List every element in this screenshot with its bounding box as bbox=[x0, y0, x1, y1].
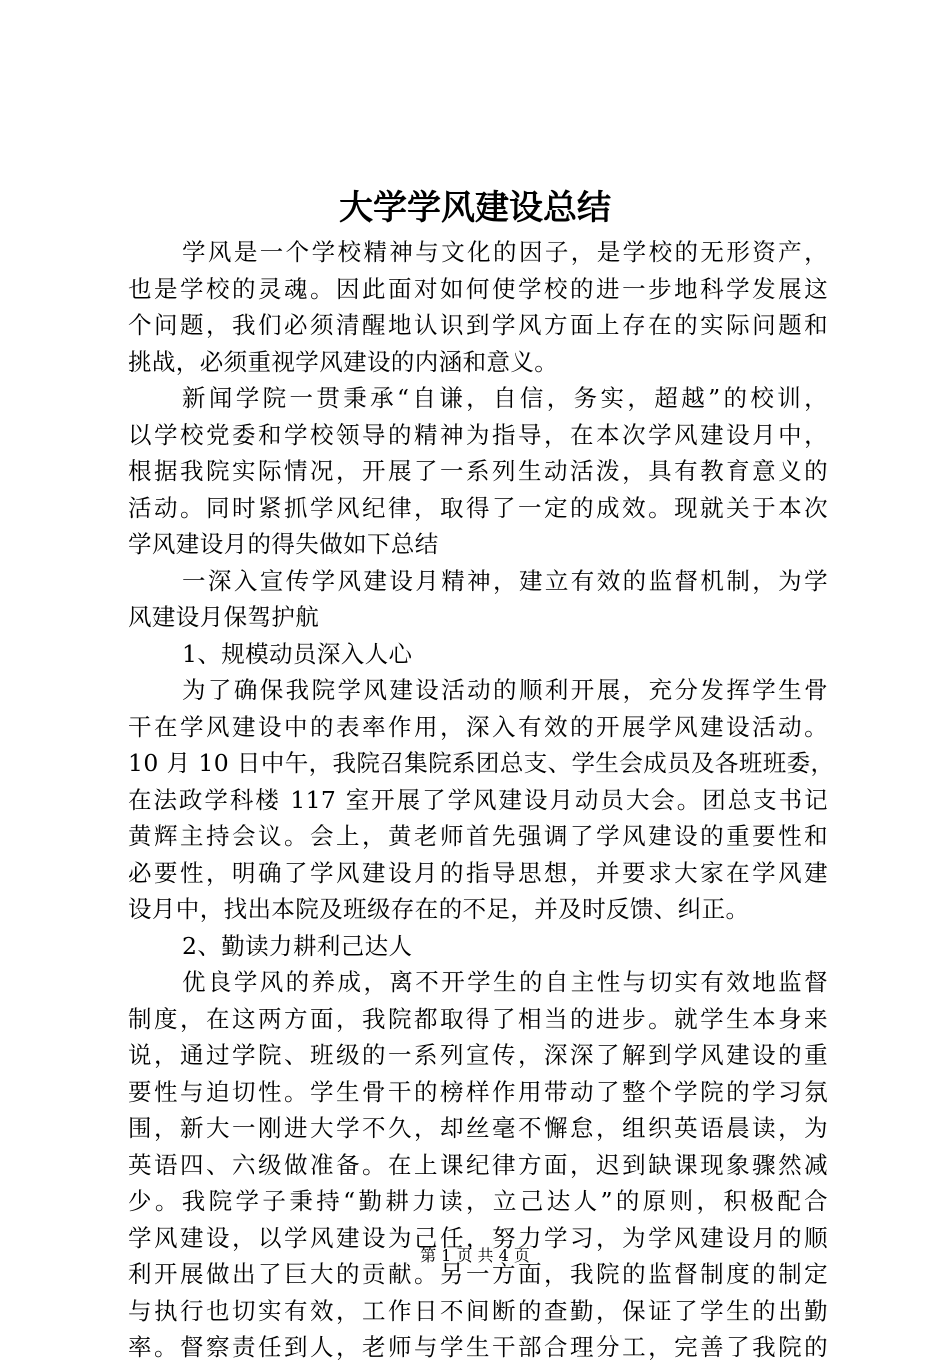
text-line: 干在学风建设中的表率作用，深入有效的开展学风建设活动。 bbox=[128, 712, 828, 741]
text-line: 设月中，找出本院及班级存在的不足，并及时反馈、纠正。 bbox=[128, 895, 750, 923]
text-line: 2、勤读力耕利己达人 bbox=[182, 931, 413, 960]
text-line: 个问题，我们必须清醒地认识到学风方面上存在的实际问题和 bbox=[128, 311, 828, 339]
text-line: 挑战，必须重视学风建设的内涵和意义。 bbox=[128, 347, 559, 376]
text-line: 为了确保我院学风建设活动的顺利开展，充分发挥学生骨 bbox=[182, 676, 828, 704]
text-line: 新闻学院一贯秉承“自谦，自信，务实，超越”的校训， bbox=[182, 384, 828, 412]
text-line: 根据我院实际情况，开展了一系列生动活泼，具有教育意义的 bbox=[128, 457, 828, 485]
text-line: 利开展做出了巨大的贡献。另一方面，我院的监督制度的制定 bbox=[128, 1260, 828, 1288]
text-line: 必要性，明确了学风建设月的指导思想，并要求大家在学风建 bbox=[128, 858, 828, 887]
text-line: 一深入宣传学风建设月精神，建立有效的监督机制，为学 bbox=[182, 566, 828, 595]
text-line: 在法政学科楼 117 室开展了学风建设月动员大会。团总支书记 bbox=[128, 785, 828, 814]
text-line: 优良学风的养成，离不开学生的自主性与切实有效地监督 bbox=[182, 968, 828, 996]
page-footer: 第 1 页 共 4 页 bbox=[420, 1246, 530, 1265]
text-line: 制度，在这两方面，我院都取得了相当的进步。就学生本身来 bbox=[128, 1004, 828, 1033]
text-line: 黄辉主持会议。会上，黄老师首先强调了学风建设的重要性和 bbox=[128, 822, 828, 850]
text-line: 学风建设月的得失做如下总结 bbox=[128, 530, 439, 558]
text-line: 以学校党委和学校领导的精神为指导，在本次学风建设月中， bbox=[128, 420, 828, 449]
text-line: 率。督察责任到人，老师与学生干部合理分工，完善了我院的 bbox=[128, 1333, 828, 1361]
document-title: 大学学风建设总结 bbox=[339, 188, 611, 228]
text-line: 10 月 10 日中午，我院召集院系团总支、学生会成员及各班班委， bbox=[128, 749, 835, 777]
text-line: 围，新大一刚进大学不久，却丝毫不懈怠，组织英语晨读，为 bbox=[128, 1114, 828, 1142]
text-line: 英语四、六级做准备。在上课纪律方面，迟到缺课现象骤然减 bbox=[128, 1150, 828, 1179]
text-line: 要性与迫切性。学生骨干的榜样作用带动了整个学院的学习氛 bbox=[128, 1077, 828, 1106]
text-line: 学风是一个学校精神与文化的因子，是学校的无形资产， bbox=[182, 238, 828, 266]
text-line: 说，通过学院、班级的一系列宣传，深深了解到学风建设的重 bbox=[128, 1041, 828, 1069]
text-line: 风建设月保驾护航 bbox=[128, 603, 320, 631]
text-line: 学风建设，以学风建设为己任，努力学习，为学风建设月的顺 bbox=[128, 1223, 828, 1252]
text-line: 少。我院学子秉持“勤耕力读，立己达人”的原则，积极配合 bbox=[128, 1187, 828, 1215]
text-line: 也是学校的灵魂。因此面对如何使学校的进一步地科学发展这 bbox=[128, 274, 828, 303]
text-line: 1、规模动员深入人心 bbox=[182, 639, 413, 668]
text-line: 活动。同时紧抓学风纪律，取得了一定的成效。现就关于本次 bbox=[128, 493, 828, 522]
text-line: 与执行也切实有效，工作日不间断的查勤，保证了学生的出勤 bbox=[128, 1296, 828, 1325]
document-body bbox=[128, 234, 835, 1366]
